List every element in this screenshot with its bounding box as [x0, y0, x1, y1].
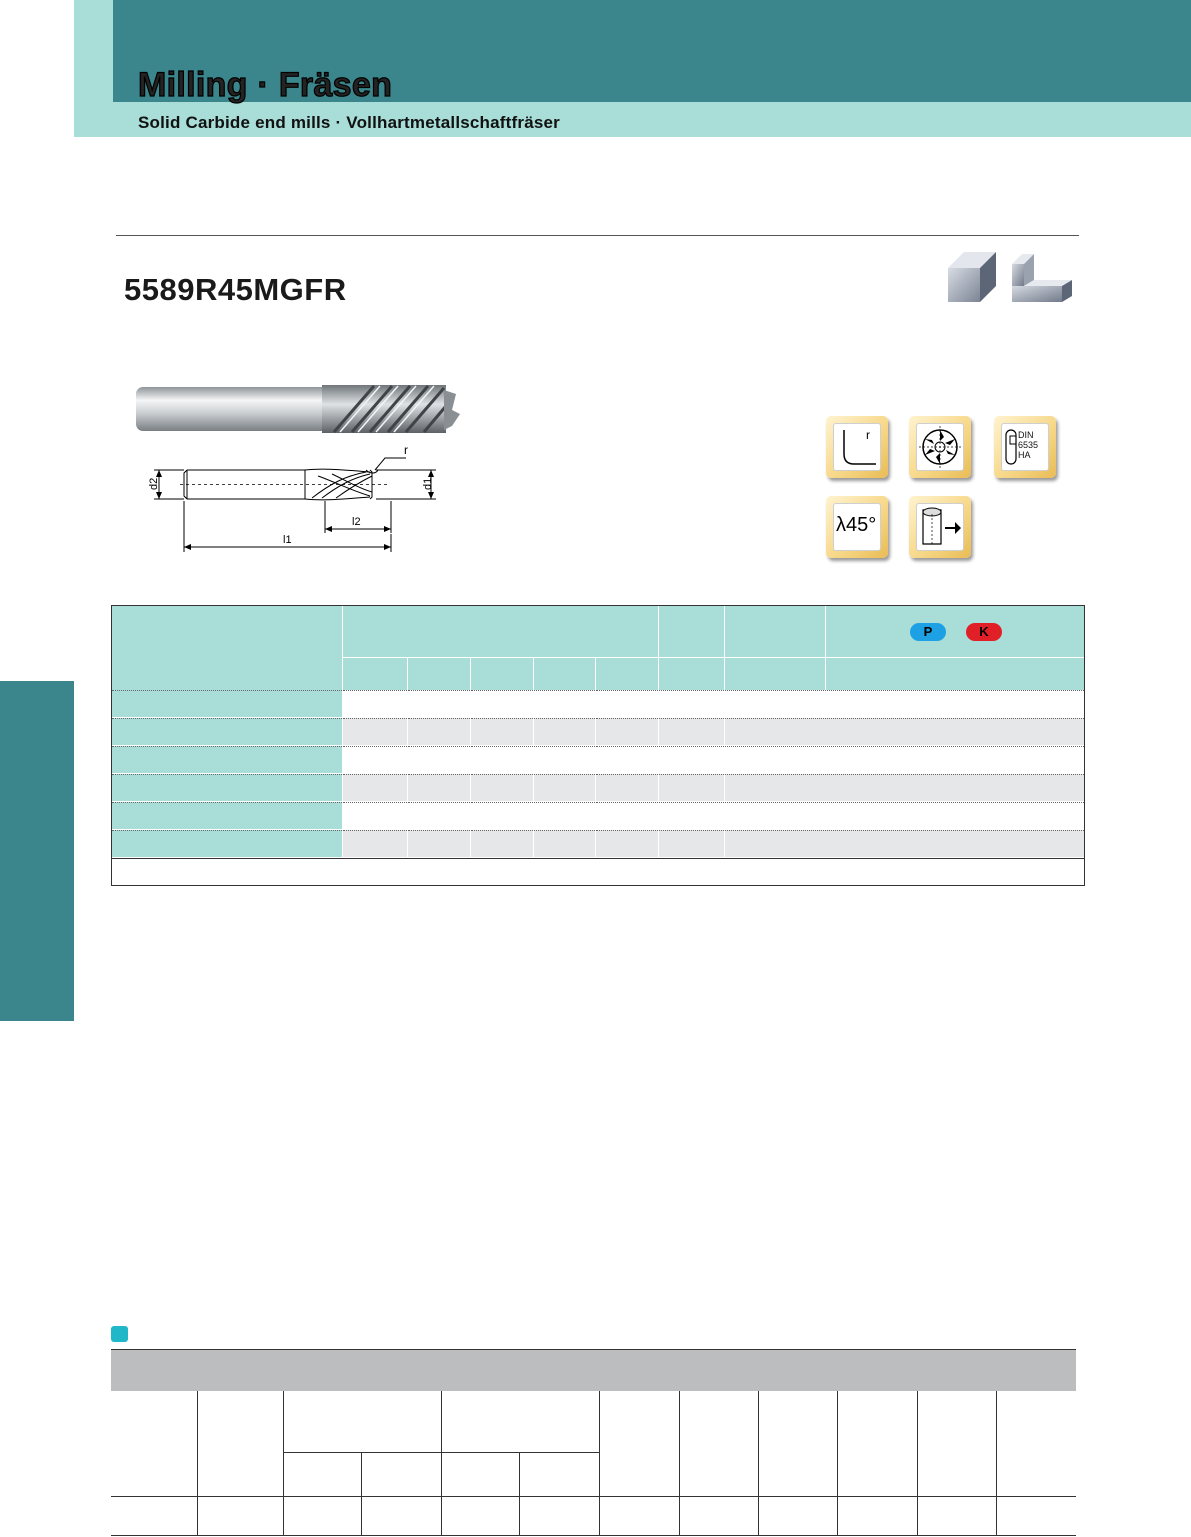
cutting-data-table [111, 1349, 1076, 1537]
table-cell [471, 802, 533, 829]
table-row [112, 746, 1084, 773]
table-footer-row [112, 858, 1084, 885]
table-cell [343, 718, 407, 745]
product-code: 5589R45MGFR [124, 272, 347, 307]
table-header-cell [343, 606, 658, 657]
center-cut-icon [909, 496, 971, 558]
table-cell [471, 774, 533, 801]
dimensions-table [111, 605, 1085, 886]
table-header-cell [725, 606, 825, 657]
material-k-badge: K [966, 623, 1002, 641]
column-divider [599, 1391, 600, 1536]
din-shank-icon [994, 416, 1056, 478]
side-tab [0, 681, 74, 1021]
table-cell [112, 718, 342, 745]
row-divider [283, 1452, 599, 1453]
table-cell [534, 718, 595, 745]
section-divider [116, 235, 1079, 236]
table-cell [659, 746, 724, 773]
page-title: Milling · Fräsen [138, 66, 393, 104]
corner-radius-icon [826, 416, 888, 478]
table-cell [408, 746, 470, 773]
table-cell [596, 774, 658, 801]
table-row [112, 774, 1084, 801]
l1-label: l1 [283, 534, 292, 546]
cutting-data-grid [111, 1391, 1076, 1537]
table-cell [534, 830, 595, 857]
table-cell [659, 830, 724, 857]
table-header-cell [659, 606, 724, 657]
grey-header-band [111, 1349, 1076, 1391]
din-label: DIN 6535 HA [1018, 430, 1039, 460]
table-cell [471, 746, 533, 773]
column-divider [197, 1391, 198, 1536]
page-subtitle: Solid Carbide end mills · Vollhartmetallschaftfräser [138, 113, 560, 132]
table-subheader-cell [534, 658, 595, 690]
six-flutes-icon [909, 416, 971, 478]
table-cell [112, 802, 342, 829]
table-cell [471, 718, 533, 745]
table-cell [725, 690, 1084, 717]
table-cell [659, 774, 724, 801]
table-cell [659, 802, 724, 829]
material-p-badge: P [910, 623, 946, 641]
table-cell [596, 802, 658, 829]
material-header-cell [826, 606, 1084, 657]
end-mill-photo [134, 380, 464, 438]
column-divider [996, 1391, 997, 1536]
column-divider [837, 1391, 838, 1536]
table-subheader-cell [826, 658, 1084, 690]
table-cell [471, 830, 533, 857]
table-cell [112, 690, 342, 717]
table-cell [596, 690, 658, 717]
column-divider [679, 1391, 680, 1536]
table-cell [659, 690, 724, 717]
row-divider [111, 1535, 1076, 1536]
table-cell [343, 690, 407, 717]
helix-angle-icon [826, 496, 888, 558]
column-divider [283, 1391, 284, 1536]
table-row [112, 690, 1084, 717]
table-cell [408, 830, 470, 857]
slotting-icon [944, 248, 1000, 304]
row-divider [111, 1496, 1076, 1497]
table-cell [725, 830, 1084, 857]
table-body [112, 690, 1084, 858]
table-cell [343, 774, 407, 801]
table-cell [408, 690, 470, 717]
table-cell [408, 802, 470, 829]
table-cell [534, 746, 595, 773]
shoulder-milling-icon [1008, 250, 1074, 304]
d1-label: d1 [422, 477, 434, 490]
table-subheader-cell [343, 658, 407, 690]
column-divider [758, 1391, 759, 1536]
table-cell [725, 802, 1084, 829]
table-cell [534, 690, 595, 717]
table-row [112, 802, 1084, 829]
table-cell [112, 774, 342, 801]
column-divider [441, 1391, 442, 1536]
table-row [112, 718, 1084, 745]
column-divider [917, 1391, 918, 1536]
table-cell [343, 830, 407, 857]
table-cell [596, 830, 658, 857]
column-divider [519, 1453, 520, 1536]
section-marker [111, 1326, 128, 1342]
table-cell [725, 774, 1084, 801]
d2-label: d2 [148, 477, 160, 490]
table-cell [659, 718, 724, 745]
table-cell [343, 802, 407, 829]
table-cell [112, 746, 342, 773]
table-cell [112, 830, 342, 857]
table-subheader-cell [408, 658, 470, 690]
table-cell [534, 802, 595, 829]
technical-drawing [140, 440, 440, 555]
r-label: r [404, 443, 408, 457]
table-cell [725, 746, 1084, 773]
table-subheader-cell [659, 658, 724, 690]
table-cell [408, 718, 470, 745]
table-cell [596, 718, 658, 745]
table-cell [596, 746, 658, 773]
table-cell [534, 774, 595, 801]
table-header-cell [112, 606, 342, 690]
table-subheader-cell [471, 658, 533, 690]
l2-label: l2 [352, 516, 361, 528]
table-cell [725, 718, 1084, 745]
table-subheader-cell [596, 658, 658, 690]
helix-angle-label: λ45° [836, 514, 877, 536]
table-cell [343, 746, 407, 773]
table-cell [471, 690, 533, 717]
column-divider [361, 1453, 362, 1536]
table-subheader-cell [725, 658, 825, 690]
table-cell [408, 774, 470, 801]
table-row [112, 830, 1084, 857]
corner-radius-label: r [866, 428, 870, 442]
